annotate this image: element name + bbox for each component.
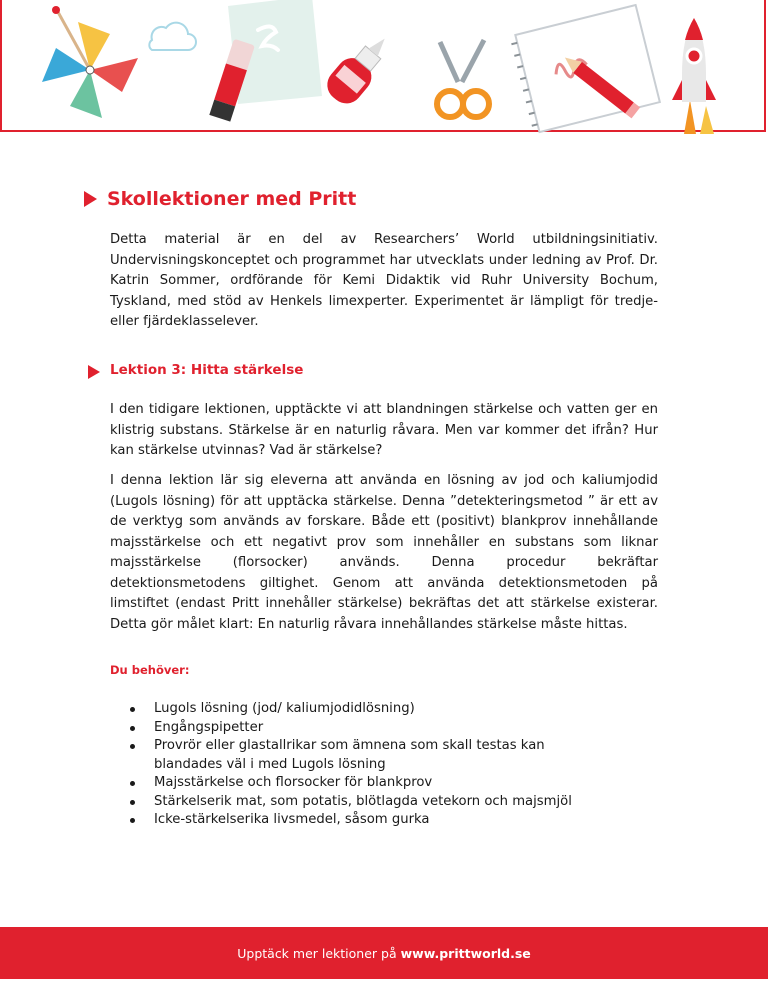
main-heading-text: Skollektioner med Pritt [107, 188, 357, 210]
list-item-text: Stärkelserik mat, som potatis, blötlagda vetekorn och majsmjöl [154, 793, 572, 809]
bullet-icon [130, 744, 135, 749]
intro-paragraph: Detta material är en del av Researchers’ World utbildningsinitiativ. Undervisningskonceptet och programmet har utvecklats under ledning av Prof. Dr. Katrin Sommer, ordförande för Kemi Didaktik vid Ruhr University Bochum, Tyskland, med stöd av Henkels limexperter. Experimentet är lämpligt för tredje- eller fjärdeklasselever. [110, 232, 658, 329]
lesson-paragraph-1: I den tidigare lektionen, upptäckte vi att blandningen stärkelse och vatten ger en klistrig substans. Stärkelse är en naturlig råvara. Men var kommer det ifrån? Hur kan stärkelse utvinnas? Vad är stärkelse? [110, 402, 658, 458]
list-item-text: Icke-stärkelserika livsmedel, såsom gurka [154, 812, 430, 827]
footer-link[interactable]: www.prittworld.se [400, 945, 531, 961]
list-item [130, 774, 600, 793]
bullet-icon [130, 781, 135, 786]
list-item [130, 700, 600, 719]
list-item-text: Engångspipetter [154, 719, 264, 735]
cloud-icon [149, 23, 196, 50]
main-heading [84, 188, 356, 210]
pinwheel-icon [42, 6, 138, 118]
lesson-heading [88, 361, 303, 379]
list-item-text: Lugols lösning (jod/ kaliumjodidlösning) [154, 701, 415, 716]
needs-heading: Du behöver: [110, 663, 190, 677]
footer-bar [0, 927, 768, 979]
footer-text: Upptäck mer lektioner på [237, 945, 397, 961]
list-item [130, 793, 600, 812]
bullet-icon [130, 726, 135, 731]
lesson-paragraph-2: I denna lektion lär sig eleverna att använda en lösning av jod och kaliumjodid (Lugols lösning) för att upptäcka stärkelse. Denna ”detekteringsmetod ” är ett av de verktyg som används av forskare. Både ett (positivt) blankprov innehållande majsstärkelse och ett negativt prov som innehåller en substans som liknar majsstärkelse (florsocker) används. Denna procedur bekräftar detektionsmetodens giltighet. Genom att använda detektionsmetoden på limstiftet (endast Pritt innehåller stärkelse) bekräftas det att stärkelse existerar. Detta gör målet klart: En naturlig råvara innehållandes stärkelse måste hittas. [110, 473, 658, 632]
list-item [130, 811, 600, 830]
glue-bottle-icon [321, 27, 399, 110]
triangle-bullet-icon [88, 365, 100, 379]
needs-list [130, 700, 600, 830]
scissors-icon [437, 40, 489, 117]
lesson-heading-text: Lektion 3: Hitta stärkelse [110, 362, 304, 378]
list-item-text: Majsstärkelse och florsocker för blankprov [154, 775, 433, 790]
list-item-text: Provrör eller glastallrikar som ämnena som skall testas kan blandades väl i med Lugols lösning [154, 738, 545, 772]
bullet-icon [130, 707, 135, 712]
list-item [130, 737, 600, 774]
triangle-bullet-icon [84, 191, 97, 207]
header-banner [0, 0, 768, 134]
list-item [130, 719, 600, 738]
rocket-icon [672, 18, 716, 134]
bullet-icon [130, 800, 135, 805]
bullet-icon [130, 818, 135, 823]
